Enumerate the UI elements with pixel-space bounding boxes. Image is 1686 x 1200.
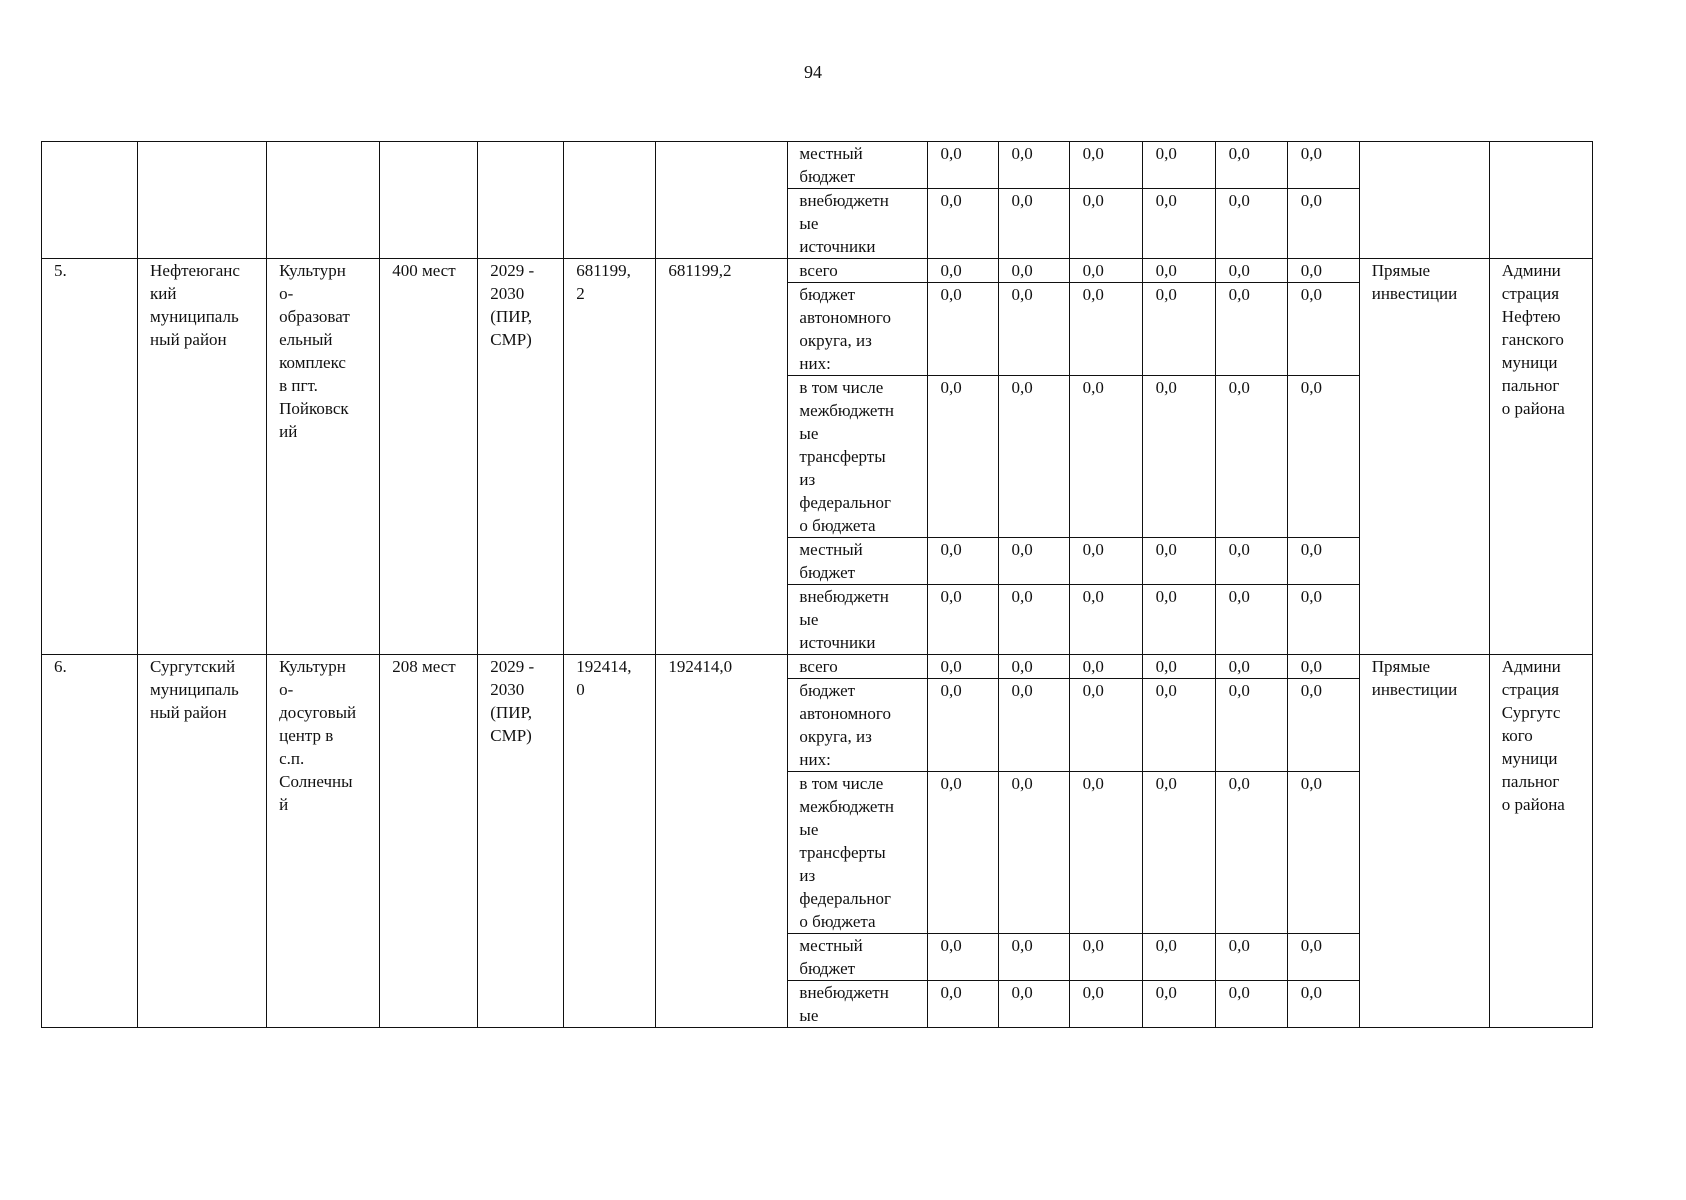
value-cell: 0,0	[927, 259, 998, 283]
value-cell: 0,0	[1069, 283, 1142, 376]
value-cell: 0,0	[1215, 679, 1287, 772]
value-cell: 0,0	[1215, 585, 1287, 655]
capacity: 208 мест	[380, 655, 478, 1028]
table-row	[42, 655, 1593, 679]
funding-source-label: бюджет автономного округа, из них:	[788, 283, 927, 376]
value-cell: 0,0	[927, 772, 998, 934]
value-cell: 0,0	[927, 655, 998, 679]
value-cell: 0,0	[1142, 189, 1215, 259]
value-cell: 0,0	[998, 376, 1069, 538]
value-cell: 0,0	[998, 142, 1069, 189]
value-cell: 0,0	[998, 585, 1069, 655]
value-cell: 0,0	[927, 283, 998, 376]
value-cell: 0,0	[1287, 189, 1359, 259]
value-cell: 0,0	[1069, 259, 1142, 283]
value-cell: 0,0	[1142, 655, 1215, 679]
value-cell: 0,0	[1142, 376, 1215, 538]
value-cell: 0,0	[927, 679, 998, 772]
value-cell: 0,0	[1215, 538, 1287, 585]
funding-source-label: местный бюджет	[788, 142, 927, 189]
value-cell: 0,0	[1069, 981, 1142, 1028]
value-cell: 0,0	[1287, 981, 1359, 1028]
value-cell: 0,0	[1287, 376, 1359, 538]
value-cell: 0,0	[927, 585, 998, 655]
investment-table	[41, 141, 1593, 1028]
construction-period: 2029 - 2030 (ПИР, СМР)	[478, 655, 564, 1028]
value-cell: 0,0	[1287, 772, 1359, 934]
value-cell: 0,0	[1215, 655, 1287, 679]
total-cost: 681199,2	[656, 259, 788, 655]
value-cell: 0,0	[1069, 538, 1142, 585]
municipality-name: Сургутский муниципаль ный район	[138, 655, 267, 1028]
empty-cell	[267, 142, 380, 259]
value-cell: 0,0	[998, 772, 1069, 934]
funding-source-label: внебюджетн ые источники	[788, 585, 927, 655]
value-cell: 0,0	[1069, 772, 1142, 934]
empty-cell	[138, 142, 267, 259]
table-row	[42, 259, 1593, 283]
funding-source-label: всего	[788, 655, 927, 679]
value-cell: 0,0	[1287, 259, 1359, 283]
capacity: 400 мест	[380, 259, 478, 655]
table-row	[42, 142, 1593, 189]
value-cell: 0,0	[1069, 679, 1142, 772]
page-number: 94	[804, 62, 822, 82]
value-cell: 0,0	[927, 376, 998, 538]
value-cell: 0,0	[1142, 981, 1215, 1028]
responsible-organization: Админи страция Сургутс кого муници пальног о района	[1489, 655, 1592, 1028]
value-cell: 0,0	[998, 259, 1069, 283]
value-cell: 0,0	[1069, 585, 1142, 655]
value-cell: 0,0	[1142, 538, 1215, 585]
value-cell: 0,0	[1142, 679, 1215, 772]
object-name: Культурн о- досуговый центр в с.п. Солнечны й	[267, 655, 380, 1028]
value-cell: 0,0	[1287, 679, 1359, 772]
value-cell: 0,0	[998, 981, 1069, 1028]
value-cell: 0,0	[927, 189, 998, 259]
value-cell: 0,0	[1142, 585, 1215, 655]
empty-cell	[42, 142, 138, 259]
row-number: 6.	[42, 655, 138, 1028]
value-cell: 0,0	[1287, 934, 1359, 981]
value-cell: 0,0	[1215, 283, 1287, 376]
value-cell: 0,0	[998, 934, 1069, 981]
value-cell: 0,0	[1215, 376, 1287, 538]
value-cell: 0,0	[1142, 283, 1215, 376]
value-cell: 0,0	[1215, 142, 1287, 189]
value-cell: 0,0	[1142, 142, 1215, 189]
value-cell: 0,0	[1069, 655, 1142, 679]
value-cell: 0,0	[998, 679, 1069, 772]
value-cell: 0,0	[1215, 189, 1287, 259]
value-cell: 0,0	[1215, 772, 1287, 934]
investment-mechanism: Прямые инвестиции	[1359, 655, 1489, 1028]
funding-source-label: всего	[788, 259, 927, 283]
value-cell: 0,0	[1287, 538, 1359, 585]
value-cell: 0,0	[927, 981, 998, 1028]
value-cell: 0,0	[998, 655, 1069, 679]
empty-cell	[380, 142, 478, 259]
empty-cell	[478, 142, 564, 259]
value-cell: 0,0	[1215, 259, 1287, 283]
estimated-cost: 681199, 2	[564, 259, 656, 655]
municipality-name: Нефтеюганс кий муниципаль ный район	[138, 259, 267, 655]
funding-source-label: внебюджетн ые источники	[788, 189, 927, 259]
value-cell: 0,0	[1287, 283, 1359, 376]
value-cell: 0,0	[1142, 772, 1215, 934]
estimated-cost: 192414, 0	[564, 655, 656, 1028]
funding-source-label: бюджет автономного округа, из них:	[788, 679, 927, 772]
funding-source-label: внебюджетн ые	[788, 981, 927, 1028]
funding-source-label: в том числе межбюджетн ые трансферты из федеральног о бюджета	[788, 376, 927, 538]
value-cell: 0,0	[1215, 981, 1287, 1028]
construction-period: 2029 - 2030 (ПИР, СМР)	[478, 259, 564, 655]
funding-source-label: местный бюджет	[788, 934, 927, 981]
value-cell: 0,0	[1215, 934, 1287, 981]
investment-mechanism: Прямые инвестиции	[1359, 259, 1489, 655]
value-cell: 0,0	[1142, 934, 1215, 981]
funding-source-label: местный бюджет	[788, 538, 927, 585]
value-cell: 0,0	[1287, 142, 1359, 189]
value-cell: 0,0	[998, 189, 1069, 259]
value-cell: 0,0	[1287, 655, 1359, 679]
responsible-organization: Админи страция Нефтею ганского муници пальног о района	[1489, 259, 1592, 655]
empty-cell	[564, 142, 656, 259]
empty-cell	[1489, 142, 1592, 259]
row-number: 5.	[42, 259, 138, 655]
value-cell: 0,0	[1287, 585, 1359, 655]
value-cell: 0,0	[998, 538, 1069, 585]
value-cell: 0,0	[1069, 142, 1142, 189]
value-cell: 0,0	[1069, 376, 1142, 538]
empty-cell	[656, 142, 788, 259]
funding-source-label: в том числе межбюджетн ые трансферты из федеральног о бюджета	[788, 772, 927, 934]
object-name: Культурн о- образоват ельный комплекс в пгт. Пойковск ий	[267, 259, 380, 655]
value-cell: 0,0	[927, 538, 998, 585]
value-cell: 0,0	[927, 934, 998, 981]
total-cost: 192414,0	[656, 655, 788, 1028]
value-cell: 0,0	[1142, 259, 1215, 283]
value-cell: 0,0	[1069, 934, 1142, 981]
value-cell: 0,0	[927, 142, 998, 189]
value-cell: 0,0	[1069, 189, 1142, 259]
empty-cell	[1359, 142, 1489, 259]
value-cell: 0,0	[998, 283, 1069, 376]
